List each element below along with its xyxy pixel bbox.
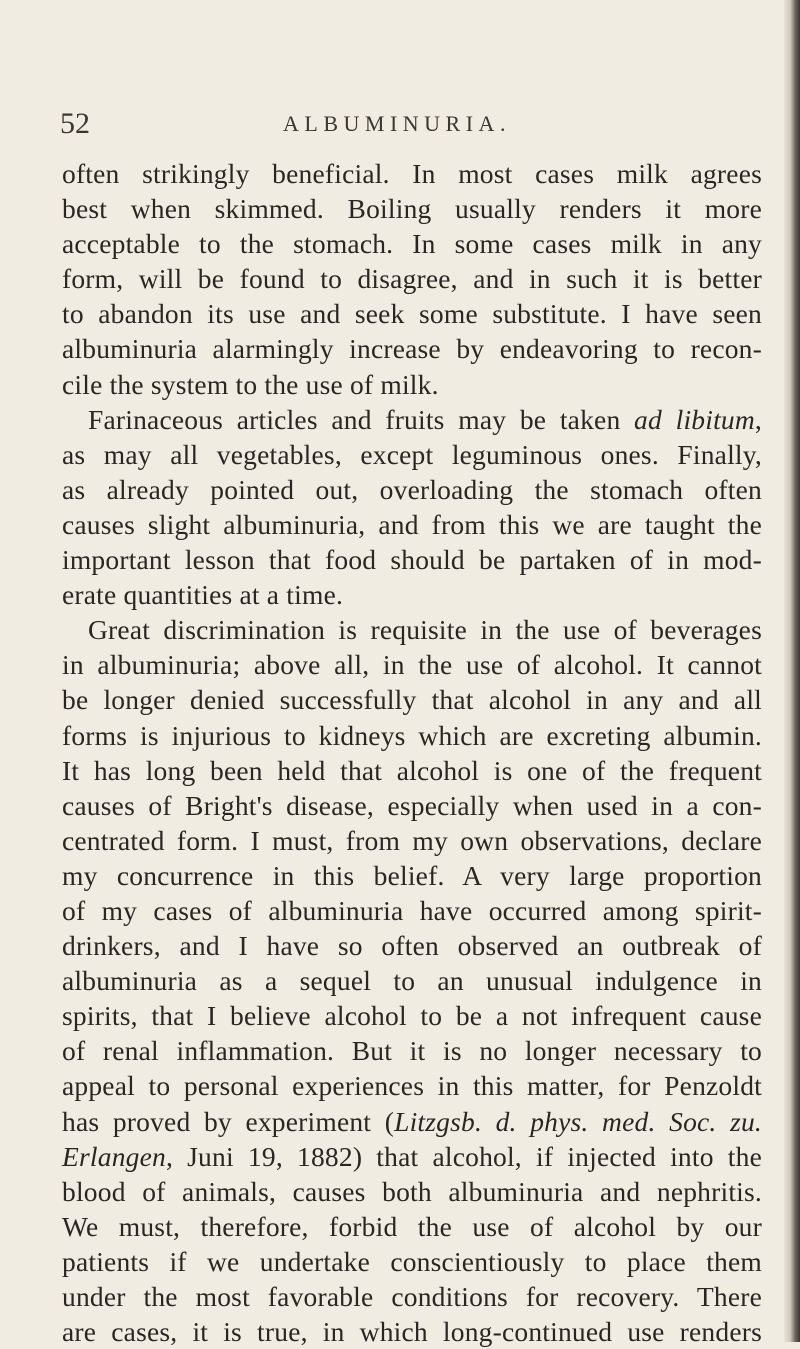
text-line: spirits, that I believe alcohol to be a not infrequent cause bbox=[62, 1000, 762, 1032]
running-head: ALBUMINURIA. bbox=[283, 111, 511, 136]
text-line: to abandon its use and seek some substitute. I have seen bbox=[62, 298, 762, 330]
paragraph-start-line: Great discrimination is requisite in the use of beverages bbox=[88, 614, 762, 646]
text-line: are cases, it is true, in which long-continued use renders bbox=[62, 1316, 762, 1348]
text-line: centrated form. I must, from my own observations, declare bbox=[62, 824, 762, 856]
italic-phrase: Erlangen bbox=[62, 1140, 166, 1172]
text-line: We must, therefore, forbid the use of alcohol by our bbox=[62, 1210, 762, 1242]
body-text bbox=[62, 156, 762, 1349]
text-line: form, will be found to disagree, and in such it is better bbox=[62, 263, 762, 295]
text-line: often strikingly beneficial. In most cases milk agrees bbox=[62, 158, 762, 189]
page-number: 52 bbox=[60, 107, 90, 140]
text-line: as already pointed out, overloading the stomach often bbox=[62, 473, 762, 505]
text-line: Erlangen, Juni 19, 1882) that alcohol, if injected into the bbox=[62, 1140, 762, 1172]
text-line: be longer denied successfully that alcohol in any and all bbox=[62, 684, 762, 716]
text-line: blood of animals, causes both albuminuria and nephritis. bbox=[62, 1175, 762, 1207]
text-line: causes slight albuminuria, and from this we are taught the bbox=[62, 508, 762, 540]
page-edge-shadow bbox=[784, 0, 800, 1342]
text-line: forms is injurious to kidneys which are excreting albumin. bbox=[62, 719, 762, 751]
italic-phrase: ad libitum bbox=[634, 403, 755, 435]
text-line: acceptable to the stomach. In some cases milk in any bbox=[62, 228, 762, 260]
text-line: cile the system to the use of milk. bbox=[62, 368, 439, 400]
text-line: my concurrence in this belief. A very large proportion bbox=[62, 859, 762, 891]
text-line: erate quantities at a time. bbox=[62, 579, 344, 611]
paragraph-start-line: Farinaceous articles and fruits may be taken ad libitum, bbox=[88, 403, 762, 435]
text-line: appeal to personal experiences in this matter, for Penzoldt bbox=[62, 1070, 762, 1102]
italic-phrase: Litzgsb. d. phys. med. Soc. zu. bbox=[394, 1105, 763, 1137]
text-line: albuminuria as a sequel to an unusual indulgence in bbox=[62, 965, 762, 997]
text-line: in albuminuria; above all, in the use of alcohol. It cannot bbox=[62, 649, 762, 681]
text-line: of renal inflammation. But it is no longer necessary to bbox=[62, 1035, 762, 1067]
text-line: drinkers, and I have so often observed an outbreak of bbox=[62, 930, 762, 962]
text-line: It has long been held that alcohol is one of the frequent bbox=[62, 754, 762, 786]
text-line: has proved by experiment (Litzgsb. d. phys. med. Soc. zu. bbox=[62, 1105, 763, 1137]
text-line: albuminuria alarmingly increase by endeavoring to recon- bbox=[62, 333, 762, 365]
text-line: causes of Bright's disease, especially when used in a con- bbox=[62, 789, 762, 821]
text-line: best when skimmed. Boiling usually renders it more bbox=[62, 193, 762, 225]
text-line: as may all vegetables, except leguminous ones. Finally, bbox=[62, 438, 762, 470]
text-line: of my cases of albuminuria have occurred among spirit- bbox=[62, 894, 762, 926]
text-line: under the most favorable conditions for recovery. There bbox=[62, 1281, 762, 1312]
text-line: patients if we undertake conscientiously to place them bbox=[62, 1245, 762, 1277]
text-line: important lesson that food should be partaken of in mod- bbox=[62, 544, 762, 576]
page-header bbox=[0, 104, 800, 144]
